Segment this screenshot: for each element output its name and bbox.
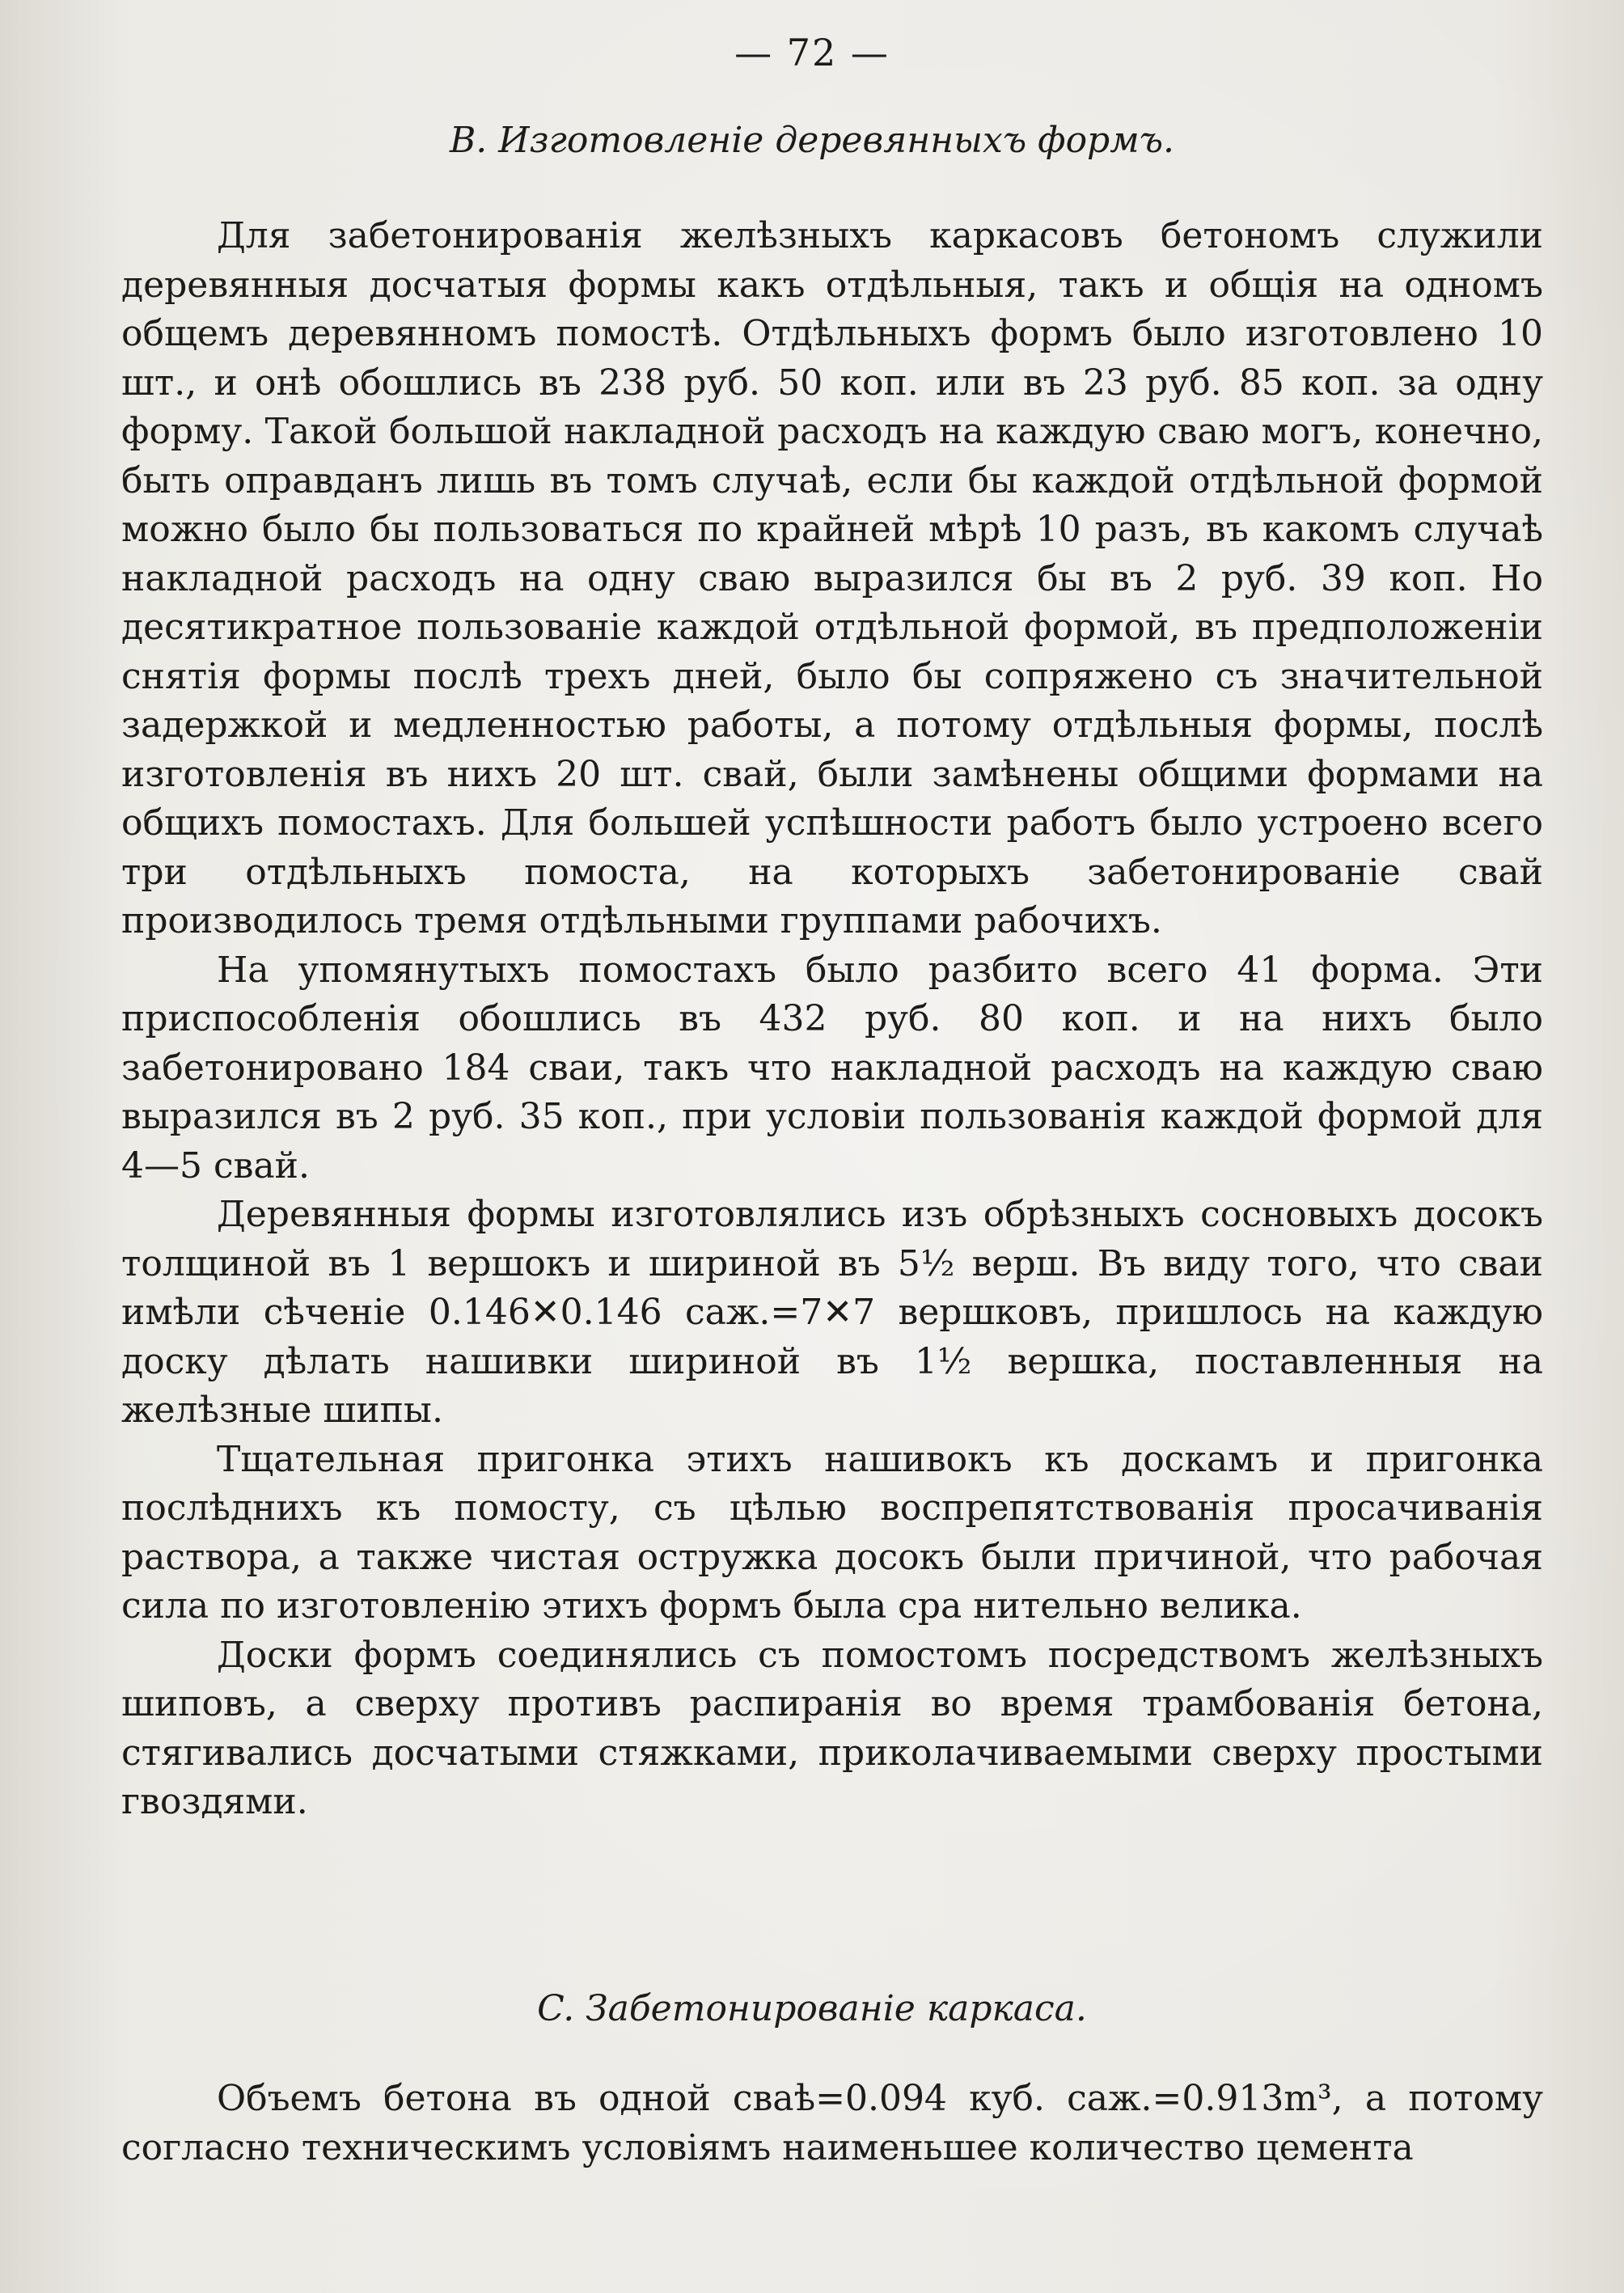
paragraph: Доски формъ соединялись съ помостомъ посредствомъ желѣзныхъ шиповъ, а сверху противъ распиранія во время трамбованія бетона, стягивались досчатыми стяжками, приколачиваемыми сверху простыми гвоздями. — [121, 1634, 1543, 1822]
section-c-body — [121, 2075, 1543, 2172]
section-b-body — [121, 212, 1543, 1827]
section-c-title: C. Забетонированіе каркаса. — [537, 1988, 1087, 2029]
paragraph: На упомянутыхъ помостахъ было разбито всего 41 форма. Эти приспособленія обошлись въ 432 руб. 80 коп. и на нихъ было забетонировано 184 сваи, такъ что накладной расходъ на каждую сваю выразился въ 2 руб. 35 коп., при условіи пользованія каждой формой для 4—5 свай. — [121, 949, 1543, 1187]
page-number: — 72 — — [734, 31, 890, 74]
paragraph: Объемъ бетона въ одной сваѣ=0.094 куб. саж.=0.913m³, а потому согласно техническимъ условіямъ наименьшее количество цемента — [121, 2078, 1543, 2168]
paragraph: Тщательная пригонка этихъ нашивокъ къ доскамъ и пригонка послѣднихъ къ помосту, съ цѣлью воспрепятствованія просачиванія раствора, а также чистая остружка досокъ были причиной, что рабочая сила по изготовленію этихъ формъ была сра нительно велика. — [121, 1438, 1543, 1627]
paragraph: Для забетонированія желѣзныхъ каркасовъ бетономъ служили деревянныя досчатыя формы какъ отдѣльныя, такъ и общія на одномъ общемъ деревянномъ помостѣ. Отдѣльныхъ формъ было изготовлено 10 шт., и онѣ обошлись въ 238 руб. 50 коп. или въ 23 руб. 85 коп. за одну форму. Такой большой накладной расходъ на каждую сваю могъ, конечно, быть оправданъ лишь въ томъ случаѣ, если бы каждой отдѣльной формой можно было бы пользоваться по крайней мѣрѣ 10 разъ, въ какомъ случаѣ накладной расходъ на одну сваю выразился бы въ 2 руб. 39 коп. Но десятикратное пользованіе каждой отдѣльной формой, въ предположеніи снятія формы послѣ трехъ дней, было бы сопряжено съ значительной задержкой и медленностью работы, а потому отдѣльныя формы, послѣ изготовленія въ нихъ 20 шт. свай, были замѣнены общими формами на общихъ помостахъ. Для большей успѣшности работъ было устроено всего три отдѣльныхъ помоста, на которыхъ забетонированіе свай производилось тремя отдѣльными группами рабочихъ. — [121, 215, 1543, 941]
paragraph: Деревянныя формы изготовлялись изъ обрѣзныхъ сосновыхъ досокъ толщиной въ 1 вершокъ и шириной въ 5½ верш. Въ виду того, что сваи имѣли сѣченіе 0.146✕0.146 саж.=7✕7 вершковъ, пришлось на каждую доску дѣлать нашивки шириной въ 1½ вершка, поставленныя на желѣзные шипы. — [121, 1194, 1543, 1431]
section-b-title: B. Изготовленіе деревянныхъ формъ. — [449, 120, 1175, 161]
